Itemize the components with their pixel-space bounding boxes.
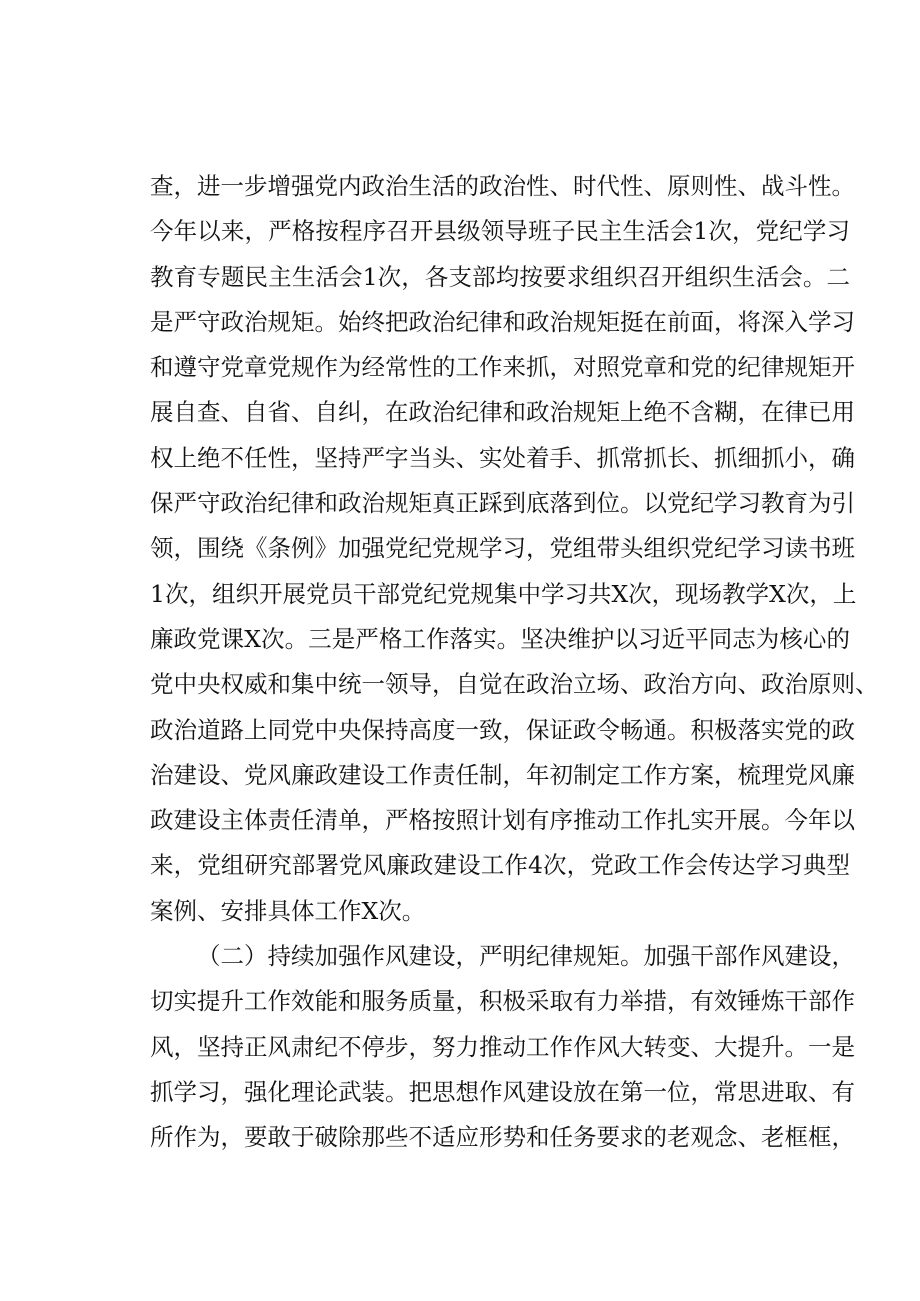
text-line: 和遵守党章党规作为经常性的工作来抓，对照党章和党的纪律规矩开 (150, 353, 855, 382)
section-heading-line: （二）持续加强作风建设，严明纪律规矩。加强干部作风建设， (197, 942, 855, 971)
text-line: 领，围绕《条例》加强党纪党规学习，党组带头组织党纪学习读书班 (150, 534, 855, 563)
text-line: 1次，组织开展党员干部党纪党规集中学习共X次，现场教学X次，上 (150, 579, 857, 608)
text-line: 廉政党课X次。三是严格工作落实。坚决维护以习近平同志为核心的 (150, 624, 850, 653)
text-line: 风，坚持正风肃纪不停步，努力推动工作作风大转变、大提升。一是 (150, 1032, 855, 1061)
text-line: 展自查、自省、自纠，在政治纪律和政治规矩上绝不含糊，在律已用 (150, 398, 855, 427)
text-line: 查，进一步增强党内政治生活的政治性、时代性、原则性、战斗性。 (150, 172, 855, 200)
text-line: 党中央权威和集中统一领导，自觉在政治立场、政治方向、政治原则、 (150, 670, 879, 699)
text-line: 案例、安排具体工作X次。 (150, 896, 426, 925)
text-line: 所作为，要敢于破除那些不适应形势和任务要求的老观念、老框框， (150, 1123, 855, 1152)
body-text (150, 164, 879, 1161)
text-line: 保严守政治纪律和政治规矩真正踩到底落到位。以党纪学习教育为引 (150, 489, 855, 518)
text-line: 切实提升工作效能和服务质量，积极采取有力举措，有效锤炼干部作 (150, 987, 855, 1016)
text-line: 来，党组研究部署党风廉政建设工作4次，党政工作会传达学习典型 (150, 851, 850, 880)
text-line: 抓学习，强化理论武装。把思想作风建设放在第一位，常思进取、有 (150, 1077, 855, 1106)
text-line: 是严守政治规矩。始终把政治纪律和政治规矩挺在前面，将深入学习 (150, 307, 855, 336)
text-line: 政建设主体责任清单，严格按照计划有序推动工作扎实开展。今年以 (150, 806, 855, 835)
text-line: 今年以来，严格按程序召开县级领导班子民主生活会1次，党纪学习 (150, 217, 850, 246)
text-line: 权上绝不任性，坚持严字当头、实处着手、抓常抓长、抓细抓小，确 (150, 443, 855, 472)
text-line: 政治道路上同党中央保持高度一致，保证政令畅通。积极落实党的政 (150, 715, 855, 744)
text-line: 教育专题民主生活会1次，各支部均按要求组织召开组织生活会。二 (150, 262, 850, 291)
text-line: 治建设、党风廉政建设工作责任制，年初制定工作方案，梳理党风廉 (150, 760, 855, 789)
